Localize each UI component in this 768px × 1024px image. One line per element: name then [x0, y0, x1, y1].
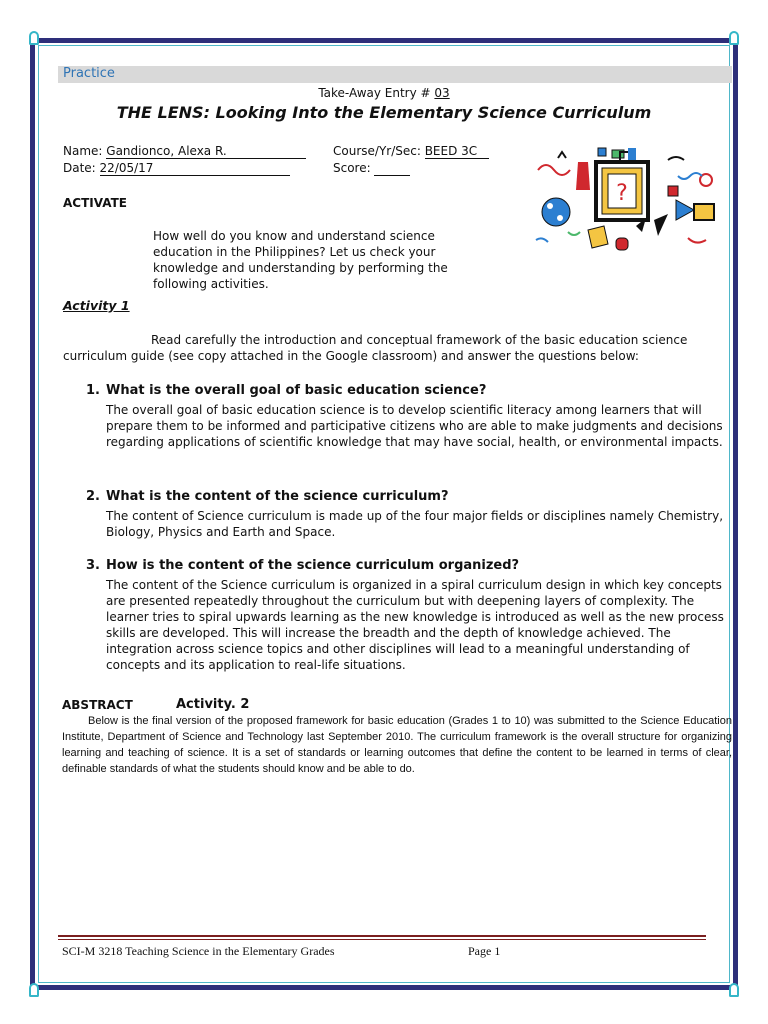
- entry-line: [0, 86, 768, 100]
- page-title: THE LENS: Looking Into the Elementary Science Curriculum: [116, 103, 652, 122]
- question-number: 3.: [86, 558, 100, 573]
- activate-text: How well do you know and understand science education in the Philippines? Let us check your knowledge and understanding by performing the following activities.: [153, 229, 448, 291]
- name-field: [63, 144, 306, 159]
- name-value: Gandionco, Alexa R.: [106, 145, 306, 159]
- corner-ornament: [29, 983, 39, 997]
- abstract-heading: [62, 697, 250, 712]
- score-field: [333, 161, 410, 176]
- answer-3: The content of the Science curriculum is organized in a spiral curriculum design in which key concepts are presented repeatedly throughout the curriculum but with deepening layers of complexity. The learner tries to spiral upwards learning as the new knowledge is introduced as well as the new process skills are developed. This will increase the breadth and the depth of knowledge achieved. The integration across science topics and other disciplines will lead to a meaningful understanding of concepts and its application to real-life situations.: [106, 578, 724, 672]
- clipart-shapes-icon: [528, 140, 728, 260]
- footer-page: Page 1: [468, 944, 501, 958]
- date-label: Date:: [63, 161, 100, 175]
- footer-rule: [58, 935, 706, 937]
- activate-heading: ACTIVATE: [63, 196, 127, 210]
- question-mark-frame-icon: ?: [616, 181, 628, 206]
- question-text: What is the content of the science curriculum?: [106, 489, 449, 504]
- corner-ornament: [729, 31, 739, 45]
- question-number: 2.: [86, 489, 100, 504]
- answer-2: The content of Science curriculum is made up of the four major fields or disciplines namely Chemistry, Biology, Physics and Earth and Space.: [106, 509, 724, 539]
- entry-prefix: Take-Away Entry #: [318, 86, 435, 100]
- footer-course: SCI-M 3218 Teaching Science in the Elementary Grades: [62, 944, 335, 958]
- score-label: Score:: [333, 161, 375, 175]
- course-label: Course/Yr/Sec:: [333, 144, 425, 158]
- answer-1: The overall goal of basic education science is to develop scientific literacy among learners that will prepare them to be informed and participative citizens who are able to make judgments and decisions regarding applications of scientific knowledge that may have social, health, or environmental impacts.: [106, 403, 723, 449]
- question-text: What is the overall goal of basic education science?: [106, 383, 487, 398]
- score-value: [374, 162, 410, 176]
- question-1: [86, 383, 486, 398]
- course-value: BEED 3C: [425, 145, 489, 159]
- activity1-heading: Activity 1: [63, 298, 130, 313]
- practice-bar: [58, 66, 732, 83]
- name-label: Name:: [63, 144, 107, 158]
- footer-rule: [58, 939, 706, 940]
- practice-label: Practice: [63, 66, 115, 81]
- date-field: [63, 161, 290, 176]
- abstract-text: Below is the final version of the proposed framework for basic education (Grades 1 to 10) was submitted to the Science Education Institute, Department of Science and Technology last September 2010. The curriculum framework is the overall structure for organizing learning and teaching of science. It is a set of standards or learning outcomes that define the content to be learned in terms of clear, definable standards of what the students should know and be able to do.: [62, 715, 732, 775]
- activity2-label: Activity. 2: [176, 697, 250, 712]
- entry-number: 03: [434, 86, 450, 100]
- abstract-label: ABSTRACT: [62, 698, 133, 712]
- corner-ornament: [729, 983, 739, 997]
- question-2: [86, 489, 449, 504]
- question-number: 1.: [86, 383, 100, 398]
- activity1-intro: Read carefully the introduction and conceptual framework of the basic education science curriculum guide (see copy attached in the Google classroom) and answer the questions below:: [63, 333, 688, 363]
- course-field: [333, 144, 489, 159]
- date-value: 22/05/17: [100, 162, 290, 176]
- corner-ornament: [29, 31, 39, 45]
- question-3: [86, 558, 519, 573]
- question-text: How is the content of the science curriculum organized?: [106, 558, 520, 573]
